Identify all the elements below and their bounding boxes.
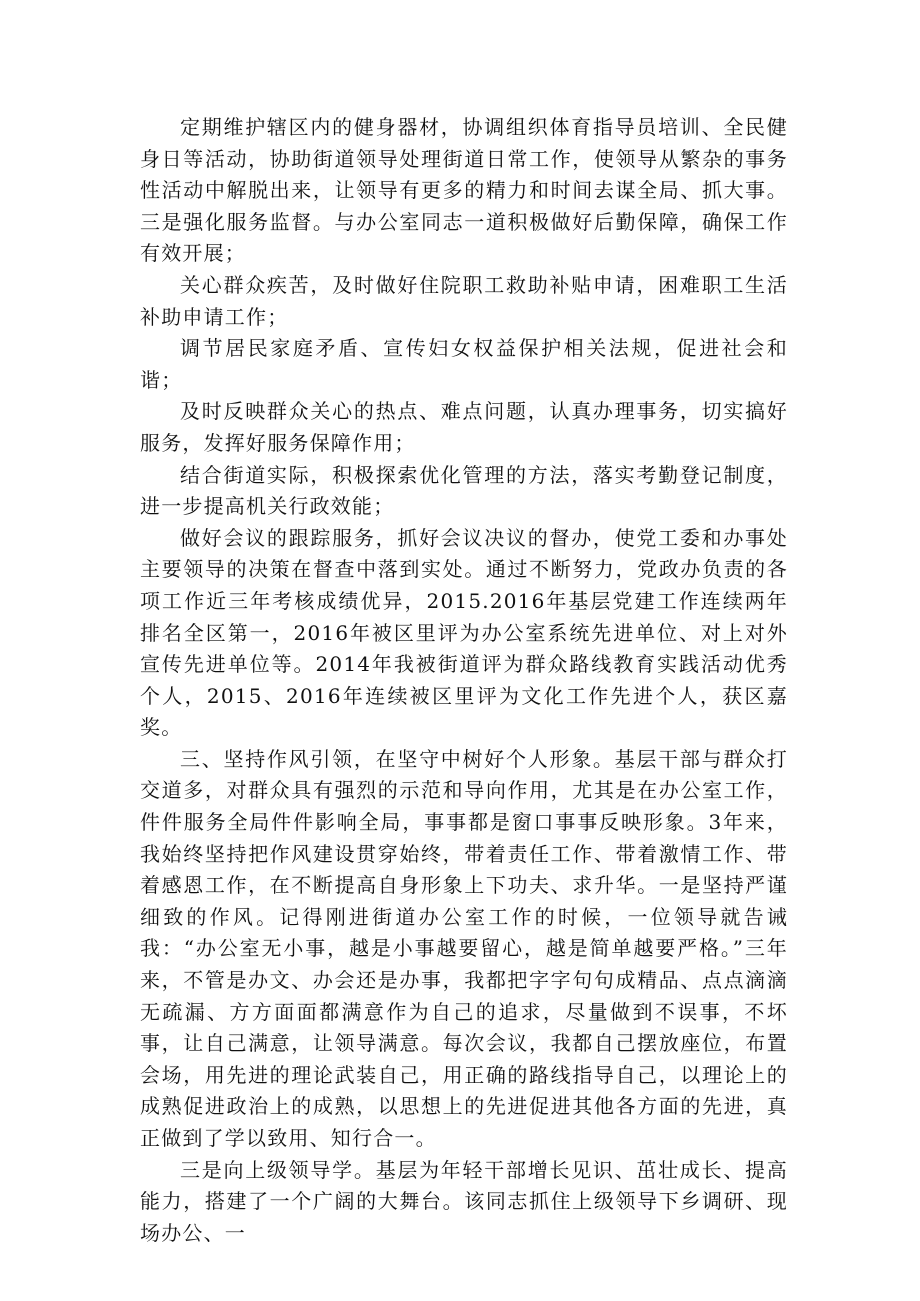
paragraph: 关心群众疾苦，及时做好住院职工救助补贴申请，困难职工生活补助申请工作； [140,272,788,329]
paragraph: 定期维护辖区内的健身器材，协调组织体育指导员培训、全民健身日等活动，协助街道领导处理街道日常工作，使领导从繁杂的事务性活动中解脱出来，让领导有更多的精力和时间去谋全局、抓大事。三是强化服务监督。与办公室同志一道积极做好后勤保障，确保工作有效开展； [140,115,788,266]
paragraph: 结合街道实际，积极探索优化管理的方法，落实考勤登记制度，进一步提高机关行政效能； [140,462,788,519]
paragraph: 调节居民家庭矛盾、宣传妇女权益保护相关法规，促进社会和谐； [140,336,788,392]
paragraph: 三、坚持作风引领，在坚守中树好个人形象。基层干部与群众打交道多，对群众具有强烈的示范和导向作用，尤其是在办公室工作，件件服务全局件件影响全局，事事都是窗口事事反映形象。3年来，我始终坚持把作风建设贯穿始终，带着责任工作、带着激情工作、带着感恩工作，在不断提高自身形象上下功夫、求升华。一是坚持严谨细致的作风。记得刚进街道办公室工作的时候，一位领导就告诫我：“办公室无小事，越是小事越要留心，越是简单越要严格。”三年来，不管是办文、办会还是办事，我都把字字句句成精品、点点滴滴无疏漏、方方面面都满意作为自己的追求，尽量做到不误事，不坏事，让自己满意，让领导满意。每次会议，我都自己摆放座位，布置会场，用先进的理论武装自己，用正确的路线指导自己，以理论上的成熟促进政治上的成熟，以思想上的先进促进其他各方面的先进，真正做到了学以致用、知行合一。 [140,746,788,1150]
paragraph: 做好会议的跟踪服务，抓好会议决议的督办，使党工委和办事处主要领导的决策在督查中落到实处。通过不断努力，党政办负责的各项工作近三年考核成绩优异，2015.2016年基层党建工作连续两年排名全区第一，2016年被区里评为办公室系统先进单位、对上对外宣传先进单位等。2014年我被街道评为群众路线教育实践活动优秀个人，2015、2016年连续被区里评为文化工作先进个人，获区嘉奖。 [140,525,788,740]
paragraph: 三是向上级领导学。基层为年轻干部增长见识、茁壮成长、提高能力，搭建了一个广阔的大舞台。该同志抓住上级领导下乡调研、现场办公、一 [140,1157,788,1245]
paragraph: 及时反映群众关心的热点、难点问题，认真办理事务，切实搞好服务，发挥好服务保障作用； [140,399,788,455]
document-body [140,112,788,1249]
